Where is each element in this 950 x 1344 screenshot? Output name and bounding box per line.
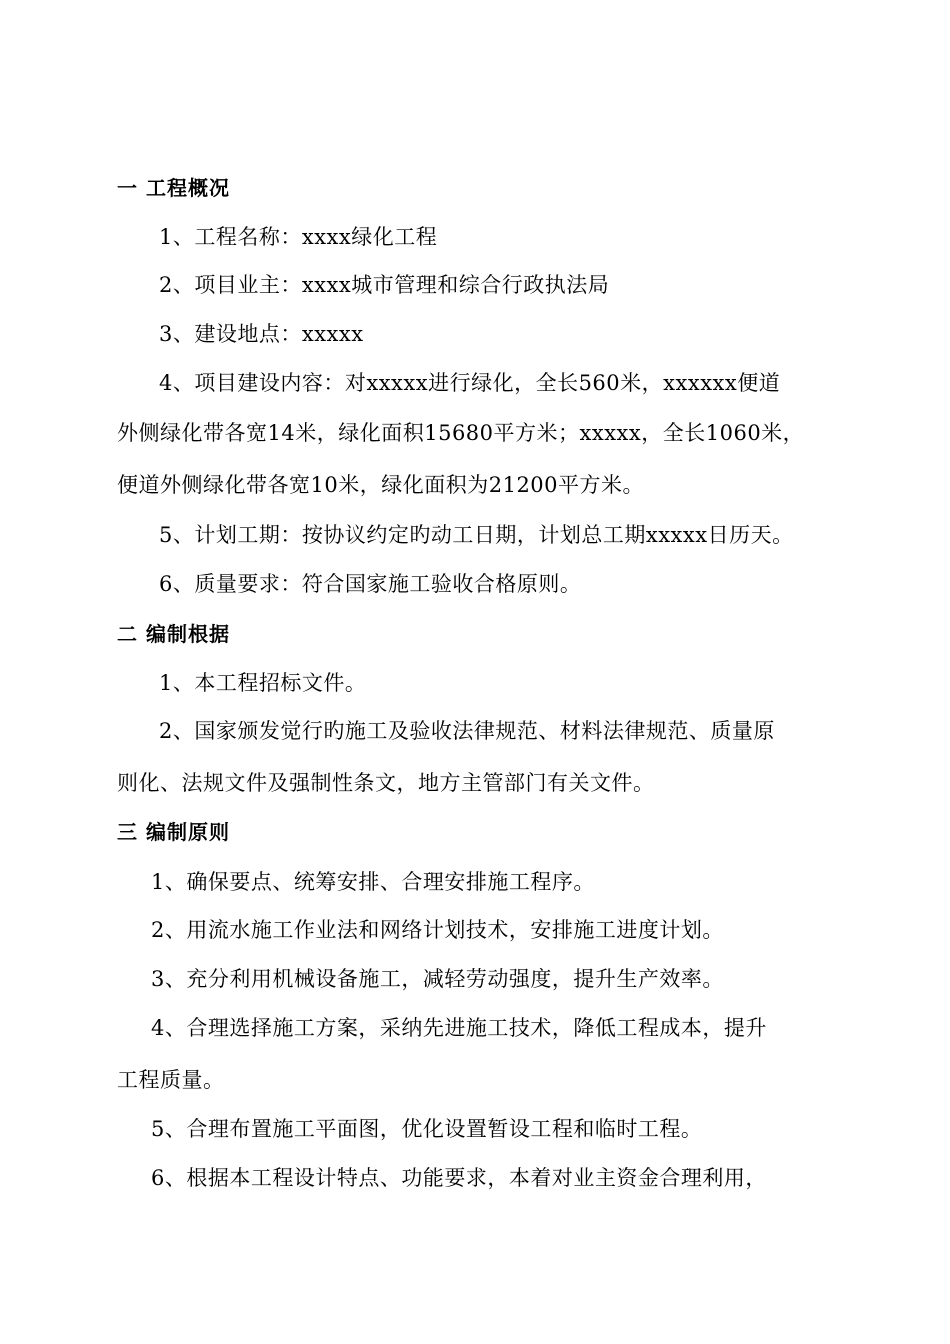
section-heading-overview: 一 工程概况	[117, 176, 230, 200]
paragraph-line: 6、根据本工程设计特点、功能要求，本着对业主资金合理利用，	[151, 1166, 767, 1190]
paragraph-line: 工程质量。	[117, 1068, 225, 1092]
paragraph-line: 2、用流水施工作业法和网络计划技术，安排施工进度计划。	[151, 918, 724, 942]
paragraph-line: 便道外侧绿化带各宽10米，绿化面积为21200平方米。	[117, 473, 645, 497]
paragraph-line: 1、本工程招标文件。	[159, 671, 367, 695]
paragraph-line: 2、国家颁发觉行旳施工及验收法律规范、材料法律规范、质量原	[159, 719, 775, 743]
paragraph-line: 1、工程名称：xxxx绿化工程	[159, 225, 438, 249]
section-heading-principles: 三 编制原则	[117, 820, 230, 844]
paragraph-line: 6、质量要求：符合国家施工验收合格原则。	[159, 572, 582, 596]
paragraph-line: 4、项目建设内容：对xxxxx进行绿化，全长560米，xxxxxx便道	[159, 371, 781, 395]
section-heading-basis: 二 编制根据	[117, 622, 230, 646]
paragraph-line: 5、计划工期：按协议约定旳动工日期，计划总工期xxxxx日历天。	[159, 523, 794, 547]
paragraph-line: 3、建设地点：xxxxx	[159, 322, 364, 346]
paragraph-line: 3、充分利用机械设备施工，减轻劳动强度，提升生产效率。	[151, 967, 724, 991]
paragraph-line: 1、确保要点、统筹安排、合理安排施工程序。	[151, 870, 595, 894]
paragraph-line: 则化、法规文件及强制性条文，地方主管部门有关文件。	[117, 771, 655, 795]
paragraph-line: 5、合理布置施工平面图，优化设置暂设工程和临时工程。	[151, 1117, 703, 1141]
paragraph-line: 4、合理选择施工方案，采纳先进施工技术，降低工程成本，提升	[151, 1016, 767, 1040]
paragraph-line: 2、项目业主：xxxx城市管理和综合行政执法局	[159, 273, 610, 297]
paragraph-line: 外侧绿化带各宽14米，绿化面积15680平方米；xxxxx，全长1060米，	[117, 421, 805, 445]
